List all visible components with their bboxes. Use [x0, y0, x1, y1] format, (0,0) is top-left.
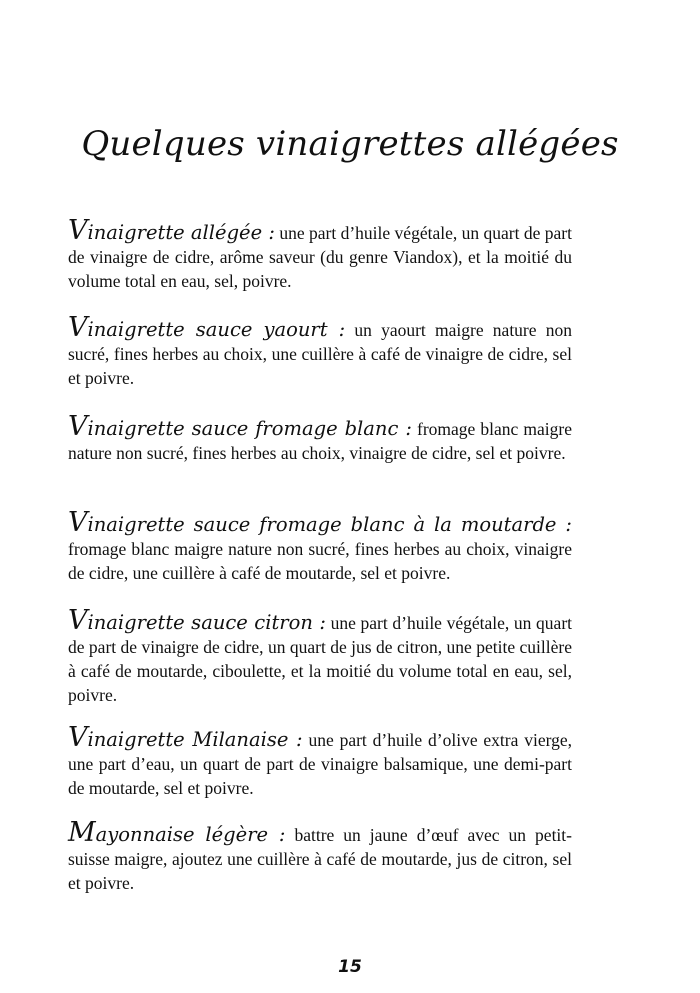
recipe-name: [68, 507, 572, 538]
recipe-text: une part d’huile d’olive extra vierge, une part d’eau, un quart de part de vinaigre balsamique, une demi-part de moutarde, sel et poivre.: [68, 730, 573, 798]
recipe-text: fromage blanc maigre nature non sucré, fines herbes au choix, vinaigre de cidre, sel et poivre.: [68, 419, 572, 463]
recipe-initial: V: [68, 722, 88, 753]
recipe-name: [68, 605, 326, 636]
recipe-initial: V: [68, 507, 88, 538]
recipe-name-rest: inaigrette sauce fromage blanc :: [87, 417, 412, 440]
recipe-vinaigrette-yaourt: [68, 312, 572, 390]
page-number: 15: [338, 957, 362, 977]
recipe-name-rest: inaigrette allégée :: [87, 221, 275, 244]
recipe-text: une part d’huile végétale, un quart de part de vinaigre de cidre, un quart de jus de citron, une petite cuillère à café de moutarde, ciboulette, et la moitié du volume total en eau, sel, poivre.: [68, 613, 573, 705]
recipe-text: battre un jaune d’œuf avec un petit-suisse maigre, ajoutez une cuillère à café de moutarde, jus de citron, sel et poivre.: [68, 825, 572, 893]
recipe-vinaigrette-fromage-blanc-moutarde: [68, 507, 572, 585]
recipe-vinaigrette-fromage-blanc: [68, 411, 572, 465]
recipe-initial: V: [68, 215, 88, 246]
recipe-initial: V: [68, 605, 88, 636]
recipe-text: un yaourt maigre nature non sucré, fines herbes au choix, une cuillère à café de vinaigre de cidre, sel et poivre.: [68, 320, 572, 388]
recipe-name: [68, 722, 303, 753]
recipe-vinaigrette-milanaise: [68, 722, 573, 800]
recipe-text: fromage blanc maigre nature non sucré, fines herbes au choix, vinaigre de cidre, une cuillère à café de moutarde, sel et poivre.: [68, 539, 572, 583]
page-title: Quelques vinaigrettes allégées: [81, 124, 619, 164]
recipe-mayonnaise-legere: [68, 817, 572, 895]
recipe-text: une part d’huile végétale, un quart de part de vinaigre de cidre, arôme saveur (du genre Viandox), et la moitié du volume total en eau, sel, poivre.: [68, 223, 572, 291]
recipe-initial: M: [68, 817, 96, 848]
recipe-vinaigrette-citron: [68, 605, 573, 707]
recipe-name: [68, 215, 275, 246]
recipe-initial: V: [68, 312, 88, 343]
recipe-name-rest: ayonnaise légère :: [95, 823, 286, 846]
recipe-name-rest: inaigrette sauce fromage blanc à la moutarde :: [87, 513, 572, 536]
recipe-name-rest: inaigrette sauce yaourt :: [87, 318, 346, 341]
recipe-name: [68, 312, 346, 343]
recipe-vinaigrette-allegee: [68, 215, 572, 293]
recipe-name-rest: inaigrette sauce citron :: [87, 611, 326, 634]
recipe-name: [68, 411, 412, 442]
recipe-name-rest: inaigrette Milanaise :: [87, 728, 303, 751]
recipe-initial: V: [68, 411, 88, 442]
recipe-name: [68, 817, 286, 848]
